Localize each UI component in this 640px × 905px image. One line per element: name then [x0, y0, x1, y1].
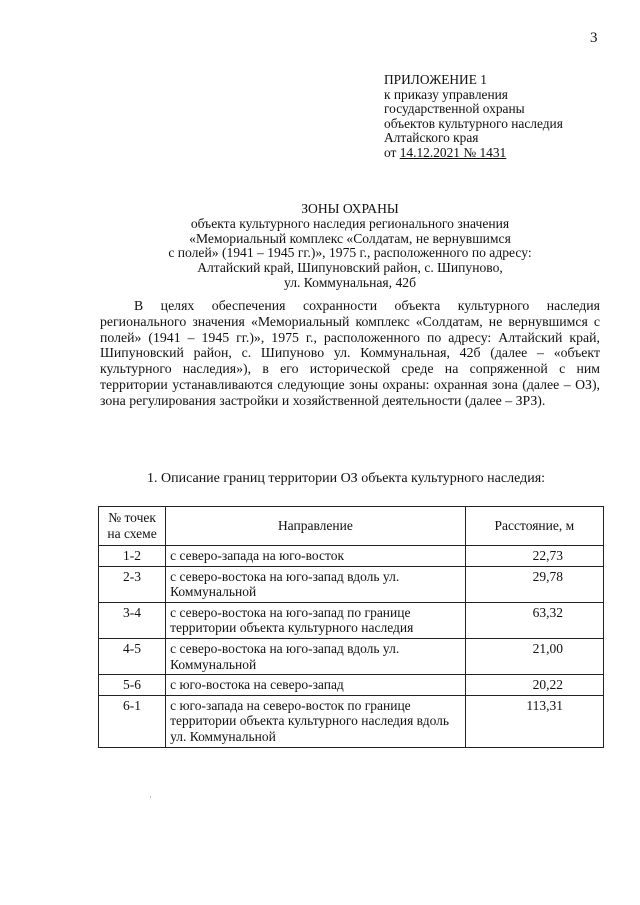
- table-row: [99, 546, 604, 567]
- cell-points: 4-5: [99, 638, 166, 674]
- cell-direction: с северо-запада на юго-восток: [166, 546, 466, 567]
- appendix-line: к приказу управления: [384, 86, 508, 102]
- cell-direction: с юго-запада на северо-восток по границе территории объекта культурного наследия вдоль ул. Коммунальной: [166, 695, 466, 747]
- intro-paragraph: В целях обеспечения сохранности объекта культурного наследия регионального значения «Мемориальный комплекс «Солдатам, не вернувшимся с полей» (1941 – 1945 гг.)», 1975 г., расположенного по адресу: Алтайский край, Шипуновский район, с. Шипуново ул. Коммунальная, 42б (далее – «объект культурного наследия»), в его исторической среде на сопряженной с ним территории устанавливаются следующие зоны охраны: охранная зона (далее – ОЗ), зона регулирования застройки и хозяйственной деятельности (далее – ЗРЗ).: [100, 298, 600, 408]
- cell-points: 2-3: [99, 566, 166, 602]
- cell-direction: с северо-востока на юго-запад по границе территории объекта культурного наследия: [166, 602, 466, 638]
- boundary-table: [98, 506, 604, 748]
- column-header-distance: Расстояние, м: [465, 507, 603, 546]
- intro-text: [100, 298, 600, 409]
- table-row: [99, 638, 604, 674]
- scan-speck: [150, 796, 151, 798]
- table-row: [99, 695, 604, 747]
- heading-line: объекта культурного наследия регионального значения: [190, 215, 510, 231]
- cell-distance: 20,22: [465, 675, 603, 696]
- table-row: [99, 566, 604, 602]
- table-row: [99, 602, 604, 638]
- appendix-title: ПРИЛОЖЕНИЕ 1: [384, 72, 487, 87]
- page-number: 3: [590, 30, 598, 46]
- heading-line: «Мемориальный комплекс «Солдатам, не вернувшимся: [189, 230, 511, 246]
- appendix-line: Алтайского края: [384, 130, 479, 146]
- heading-line: ул. Коммунальная, 42б: [284, 274, 416, 290]
- cell-points: 5-6: [99, 675, 166, 696]
- appendix-line: государственной охраны: [384, 101, 525, 117]
- cell-direction: с северо-востока на юго-запад вдоль ул. Коммунальной: [166, 638, 466, 674]
- cell-distance: 22,73: [465, 546, 603, 567]
- cell-direction: с юго-востока на северо-запад: [166, 675, 466, 696]
- appendix-date-line: [384, 146, 563, 161]
- document-heading: [100, 202, 600, 291]
- heading-line: Алтайский край, Шипуновский район, с. Шипуново,: [197, 260, 503, 276]
- heading-line: с полей» (1941 – 1945 гг.)», 1975 г., расположенного по адресу:: [168, 245, 532, 261]
- date-prefix: от: [384, 144, 400, 160]
- cell-distance: 113,31: [465, 695, 603, 747]
- order-date: 14.12.2021: [399, 144, 460, 160]
- order-number: 1431: [479, 144, 507, 160]
- cell-points: 3-4: [99, 602, 166, 638]
- section-title: 1. Описание границ территории ОЗ объекта культурного наследия:: [147, 471, 546, 486]
- heading-title: ЗОНЫ ОХРАНЫ: [301, 201, 399, 216]
- table-header-row: [99, 507, 604, 546]
- column-header-direction: Направление: [166, 507, 466, 546]
- cell-points: 6-1: [99, 695, 166, 747]
- cell-distance: 21,00: [465, 638, 603, 674]
- cell-distance: 29,78: [465, 566, 603, 602]
- appendix-line: объектов культурного наследия: [384, 115, 563, 131]
- cell-direction: с северо-востока на юго-запад вдоль ул. Коммунальной: [166, 566, 466, 602]
- cell-points: 1-2: [99, 546, 166, 567]
- table-row: [99, 675, 604, 696]
- number-prefix: №: [459, 144, 480, 160]
- appendix-block: [384, 73, 563, 161]
- column-header-points: № точек на схеме: [99, 507, 166, 546]
- cell-distance: 63,32: [465, 602, 603, 638]
